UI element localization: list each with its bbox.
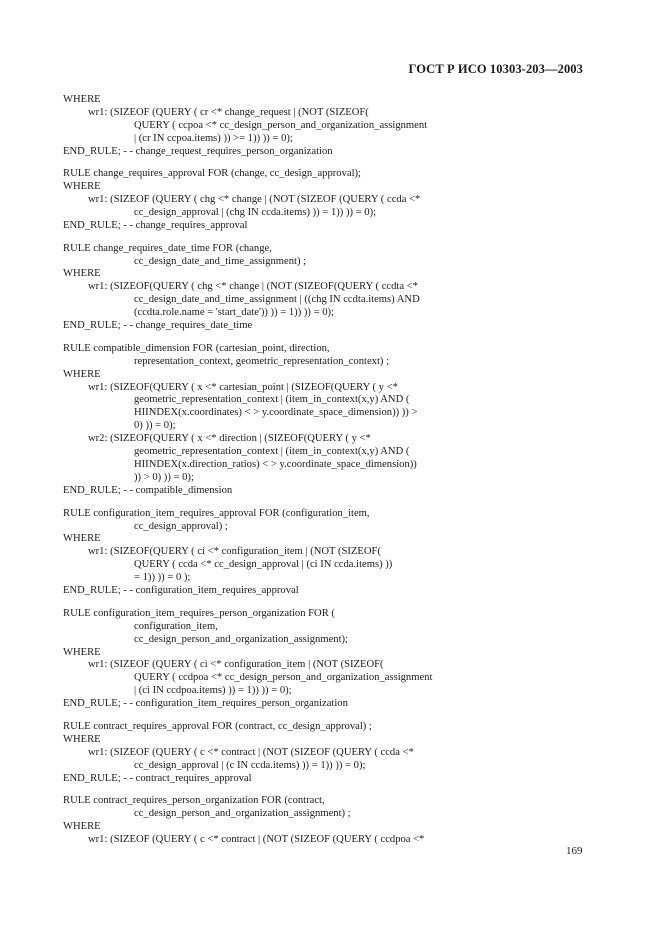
blank-line (63, 711, 603, 721)
code-line: QUERY ( ccda <* cc_design_approval | (ci IN ccda.items) )) (134, 559, 393, 571)
code-line: )) > 0) )) = 0); (134, 472, 194, 484)
code-line: QUERY ( ccpoa <* cc_design_person_and_organization_assignment (134, 119, 428, 131)
code-line: WHERE (63, 820, 101, 832)
code-line: END_RULE; - - configuration_item_requires_approval (63, 585, 299, 597)
code-line: 0) )) = 0); (134, 420, 176, 432)
code-line: WHERE (63, 533, 101, 545)
code-line: wr1: (SIZEOF (QUERY ( ci <* configuration_item | (NOT (SIZEOF( (88, 659, 384, 671)
code-line: WHERE (63, 268, 101, 280)
code-line: HIINDEX(x.coordinates) < > y.coordinate_space_dimension)) )) > (134, 407, 418, 419)
blank-line (63, 786, 603, 796)
code-line: QUERY ( ccdpoa <* cc_design_person_and_organization_assignment (134, 672, 433, 684)
code-line: cc_design_person_and_organization_assignment); (134, 633, 348, 645)
code-line: END_RULE; - - change_requires_date_time (63, 320, 253, 332)
code-line: cc_design_approval | (c IN ccda.items) )) = 1)) )) = 0); (134, 759, 366, 771)
code-line: wr2: (SIZEOF(QUERY ( x <* direction | (SIZEOF(QUERY ( y <* (88, 433, 371, 445)
code-line: RULE contract_requires_person_organization FOR (contract, (63, 795, 325, 807)
code-line: representation_context, geometric_representation_context) ; (134, 355, 390, 367)
code-line: | (ci IN ccdpoa.items) )) = 1)) )) = 0); (134, 685, 292, 697)
code-line: RULE change_requires_approval FOR (change, cc_design_approval); (63, 168, 361, 180)
code-line: wr1: (SIZEOF(QUERY ( x <* cartesian_point | (SIZEOF(QUERY ( y <* (88, 381, 398, 393)
code-line: cc_design_person_and_organization_assignment) ; (134, 808, 351, 820)
code-line: wr1: (SIZEOF (QUERY ( cr <* change_request | (NOT (SIZEOF( (88, 106, 369, 118)
code-line: geometric_representation_context | (item_in_context(x,y) AND ( (134, 446, 410, 458)
blank-line (63, 598, 603, 608)
page-number: 169 (566, 845, 583, 857)
code-line: wr1: (SIZEOF (QUERY ( c <* contract | (NOT (SIZEOF (QUERY ( ccdpoa <* (88, 833, 425, 845)
code-line: END_RULE; - - compatible_dimension (63, 485, 233, 497)
express-code-listing (63, 94, 603, 847)
blank-line (63, 333, 603, 343)
code-line: END_RULE; - - change_request_requires_person_organization (63, 145, 333, 157)
document-header: ГОСТ Р ИСО 10303-203—2003 (408, 62, 583, 76)
code-line: WHERE (63, 181, 101, 193)
code-line: wr1: (SIZEOF (QUERY ( c <* contract | (NOT (SIZEOF (QUERY ( ccda <* (88, 746, 414, 758)
code-line: WHERE (63, 368, 101, 380)
code-line: RULE compatible_dimension FOR (cartesian_point, direction, (63, 342, 330, 354)
code-line: (ccdta.role.name = 'start_date')) )) = 1)) )) = 0); (134, 307, 334, 319)
code-line: HIINDEX(x.direction_ratios) < > y.coordinate_space_dimension)) (134, 459, 417, 471)
code-line: cc_design_approval) ; (134, 520, 228, 532)
blank-line (63, 498, 603, 508)
code-line: END_RULE; - - contract_requires_approval (63, 772, 252, 784)
code-line: = 1)) )) = 0 ); (134, 572, 191, 584)
code-line: configuration_item, (134, 620, 218, 632)
code-line: WHERE (63, 94, 101, 105)
code-line: RULE configuration_item_requires_person_organization FOR ( (63, 607, 335, 619)
blank-line (63, 159, 603, 169)
code-line: WHERE (63, 733, 101, 745)
code-line: cc_design_approval | (chg IN ccda.items) )) = 1)) )) = 0); (134, 207, 377, 219)
code-line: cc_design_date_and_time_assignment | ((chg IN ccdta.items) AND (134, 294, 420, 306)
code-line: wr1: (SIZEOF(QUERY ( ci <* configuration_item | (NOT (SIZEOF( (88, 546, 381, 558)
code-line: wr1: (SIZEOF (QUERY ( chg <* change | (NOT (SIZEOF (QUERY ( ccda <* (88, 194, 421, 206)
code-line: END_RULE; - - change_requires_approval (63, 220, 248, 232)
code-line: RULE contract_requires_approval FOR (contract, cc_design_approval) ; (63, 720, 372, 732)
code-line: geometric_representation_context | (item_in_context(x,y) AND ( (134, 394, 410, 406)
code-line: END_RULE; - - configuration_item_requires_person_organization (63, 698, 348, 710)
code-line: WHERE (63, 646, 101, 658)
code-line: | (cr IN ccpoa.items) )) >= 1)) )) = 0); (134, 132, 293, 144)
code-line: RULE configuration_item_requires_approval FOR (configuration_item, (63, 507, 370, 519)
code-line: cc_design_date_and_time_assignment) ; (134, 255, 307, 267)
code-line: wr1: (SIZEOF(QUERY ( chg <* change | (NOT (SIZEOF(QUERY ( ccdta <* (88, 281, 418, 293)
code-line: RULE change_requires_date_time FOR (change, (63, 242, 272, 254)
blank-line (63, 233, 603, 243)
